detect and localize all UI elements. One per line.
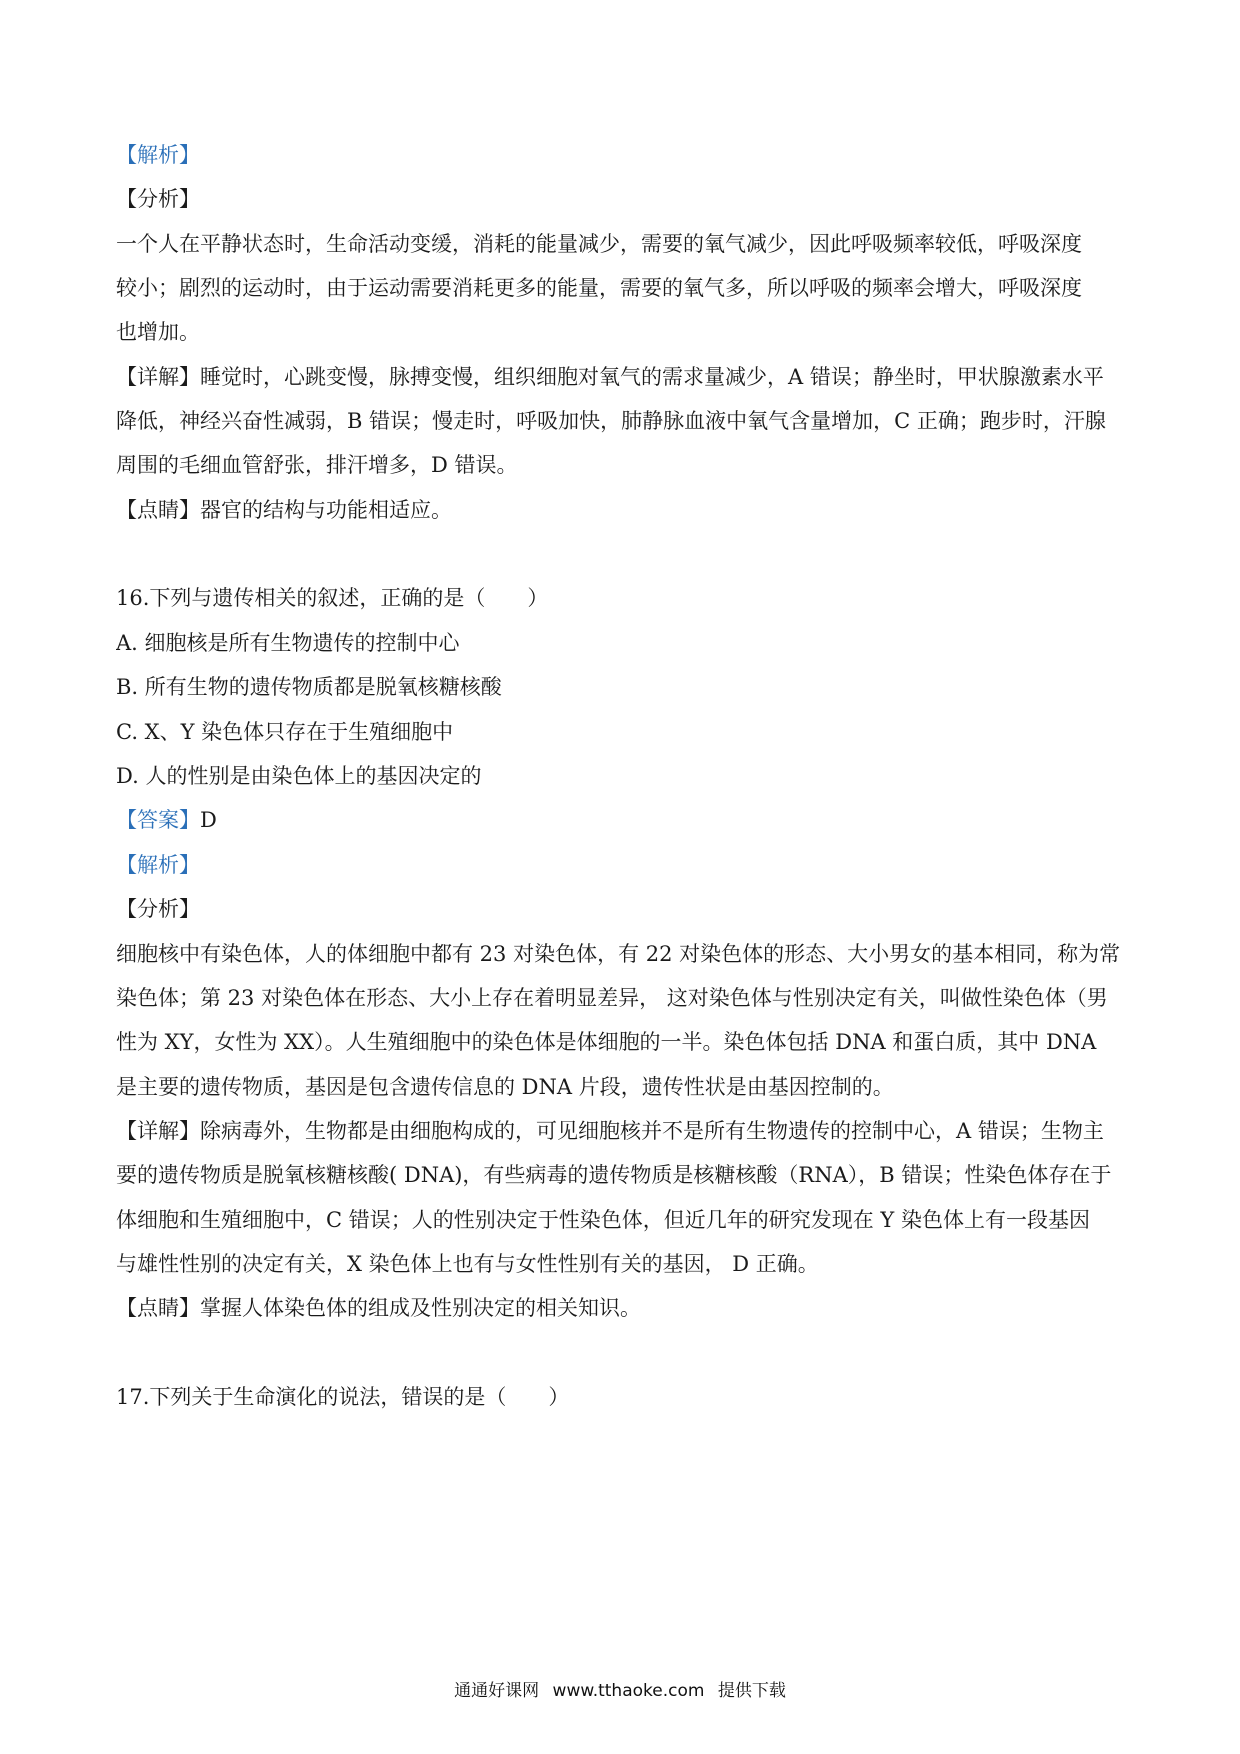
answer-tag: 【答案】 [116, 808, 200, 832]
jiexi-heading: 【解析】 [116, 853, 200, 877]
footer-site-name: 通通好课网 [454, 1681, 540, 1701]
point-line [116, 495, 1126, 525]
detail-text: 睡觉时，心跳变慢，脉搏变慢，组织细胞对氧气的需求量减少，A 错误；静坐时，甲状腺激素水平 [200, 365, 1104, 389]
option-b: B. 所有生物的遗传物质都是脱氧核糖核酸 [116, 675, 502, 699]
page-footer [0, 1676, 1240, 1701]
answer-value: D [200, 808, 217, 832]
detail-text: 除病毒外，生物都是由细胞构成的，可见细胞核并不是所有生物遗传的控制中心，A 错误；生物主 [200, 1119, 1104, 1143]
fenxi-heading: 【分析】 [116, 187, 200, 211]
point-line [116, 1293, 1126, 1323]
analysis-line: 是主要的遗传物质，基因是包含遗传信息的 DNA 片段，遗传性状是由基因控制的。 [116, 1075, 894, 1099]
detail-line: 体细胞和生殖细胞中，C 错误；人的性别决定于性染色体，但近几年的研究发现在 Y 染色体上有一段基因 [116, 1208, 1090, 1232]
jiexi-heading: 【解析】 [116, 143, 200, 167]
analysis-line: 一个人在平静状态时，生命活动变缓，消耗的能量减少，需要的氧气减少，因此呼吸频率较低，呼吸深度 [116, 232, 1082, 256]
analysis-line: 也增加。 [116, 320, 200, 344]
analysis-line: 染色体；第 23 对染色体在形态、大小上存在着明显差异， 这对染色体与性别决定有关，叫做性染色体（男 [116, 986, 1108, 1010]
analysis-line: 细胞核中有染色体，人的体细胞中都有 23 对染色体，有 22 对染色体的形态、大小男女的基本相同，称为常 [116, 942, 1121, 966]
point-text: 掌握人体染色体的组成及性别决定的相关知识。 [200, 1296, 641, 1320]
detail-line: 降低，神经兴奋性减弱，B 错误；慢走时，呼吸加快，肺静脉血液中氧气含量增加，C 正确；跑步时，汗腺 [116, 409, 1106, 433]
detail-tag: 【详解】 [116, 1119, 200, 1143]
detail-line [116, 1116, 1126, 1146]
option-c: C. X、Y 染色体只存在于生殖细胞中 [116, 720, 454, 744]
question-17-stem: 17.下列关于生命演化的说法，错误的是（ ） [116, 1385, 570, 1409]
point-text: 器官的结构与功能相适应。 [200, 498, 452, 522]
detail-line: 与雄性性别的决定有关，X 染色体上也有与女性性别有关的基因， D 正确。 [116, 1252, 819, 1276]
option-a: A. 细胞核是所有生物遗传的控制中心 [116, 631, 460, 655]
point-tag: 【点睛】 [116, 1296, 200, 1320]
detail-tag: 【详解】 [116, 365, 200, 389]
option-d: D. 人的性别是由染色体上的基因决定的 [116, 764, 482, 788]
detail-line [116, 362, 1126, 392]
detail-line: 要的遗传物质是脱氧核糖核酸( DNA)，有些病毒的遗传物质是核糖核酸（RNA），B 错误；性染色体存在于 [116, 1163, 1112, 1187]
footer-suffix: 提供下载 [717, 1681, 786, 1701]
analysis-line: 较小；剧烈的运动时，由于运动需要消耗更多的能量，需要的氧气多，所以呼吸的频率会增大，呼吸深度 [116, 276, 1082, 300]
fenxi-heading: 【分析】 [116, 897, 200, 921]
detail-line: 周围的毛细血管舒张，排汗增多，D 错误。 [116, 453, 518, 477]
answer-line [116, 805, 1126, 835]
point-tag: 【点睛】 [116, 498, 200, 522]
question-16-stem: 16.下列与遗传相关的叙述，正确的是（ ） [116, 586, 549, 610]
footer-url[interactable]: www.tthaoke.com [552, 1681, 705, 1701]
analysis-line: 性为 XY，女性为 XX）。人生殖细胞中的染色体是体细胞的一半。染色体包括 DNA 和蛋白质，其中 DNA [116, 1030, 1097, 1054]
